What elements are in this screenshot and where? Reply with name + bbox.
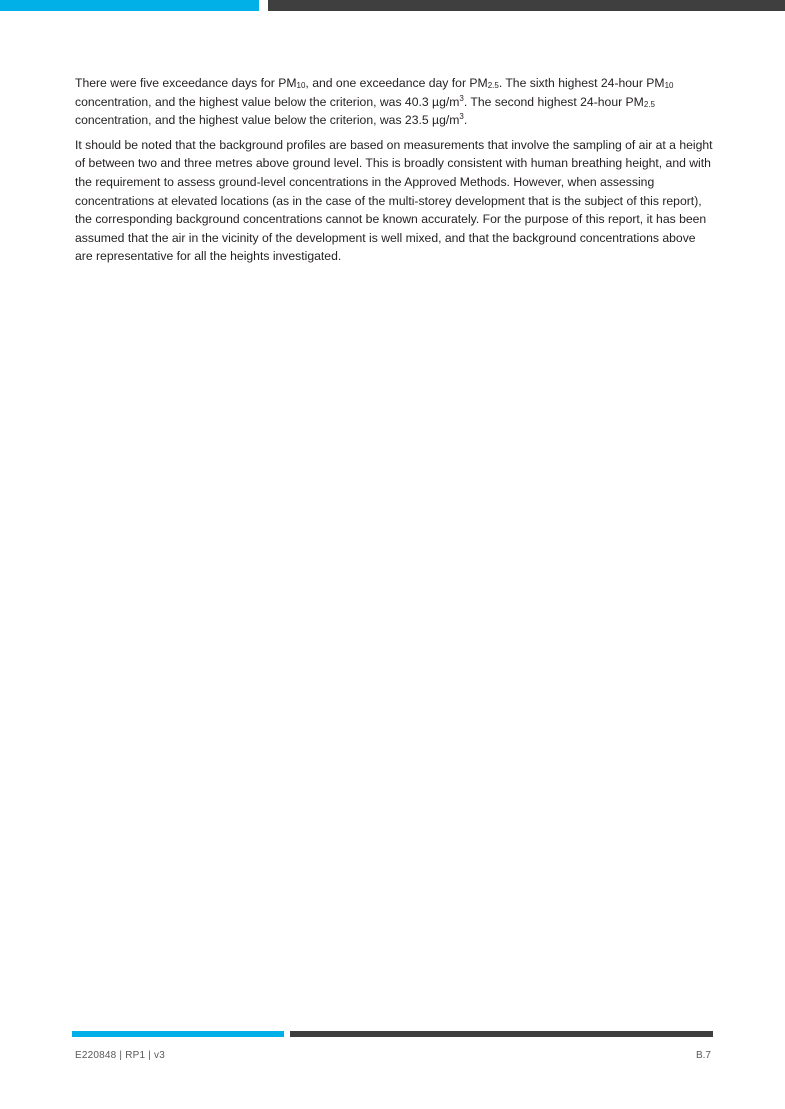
paragraph-exceedance (75, 74, 715, 130)
footer-dark-bar (290, 1031, 713, 1037)
footer-document-reference: E220848 | RP1 | v3 (75, 1050, 165, 1061)
footer-page-number: B.7 (695, 1050, 711, 1061)
paragraph-background-profiles: It should be noted that the background profiles are based on measurements that involve the sampling of air at a height of between two and three metres above ground level. This is broadly consistent with human breathing height, and with the requirement to assess ground-level concentrations in the Approved Methods. However, when assessing concentrations at elevated locations (as in the case of the multi-storey development that is the subject of this report), the corresponding background concentrations cannot be known accurately. For the purpose of this report, it has been assumed that the air in the vicinity of the development is well mixed, and that the background concentrations above are representative for all the heights investigated. (75, 137, 713, 264)
text-run: There were five exceedance days for PM (75, 76, 297, 90)
text-run: . The sixth highest 24-hour PM (498, 76, 665, 90)
superscript: 3 (459, 112, 464, 122)
text-run: . (463, 113, 468, 128)
subscript: 10 (664, 81, 674, 90)
text-run: concentration, and the highest value below the criterion, was 23.5 µg/m (75, 113, 460, 128)
document-body (75, 74, 715, 272)
superscript: 3 (459, 93, 464, 103)
text-run: , and one exceedance day for PM (305, 76, 488, 90)
text-run: concentration, and the highest value below the criterion, was 40.3 µg/m (75, 94, 460, 109)
header-dark-bar (268, 0, 785, 11)
footer-accent-bar (72, 1031, 284, 1037)
subscript: 10 (296, 81, 306, 90)
subscript: 2.5 (643, 99, 655, 109)
header-accent-bar (0, 0, 259, 11)
text-run: . The second highest 24-hour PM (463, 94, 644, 109)
subscript: 2.5 (487, 81, 499, 90)
